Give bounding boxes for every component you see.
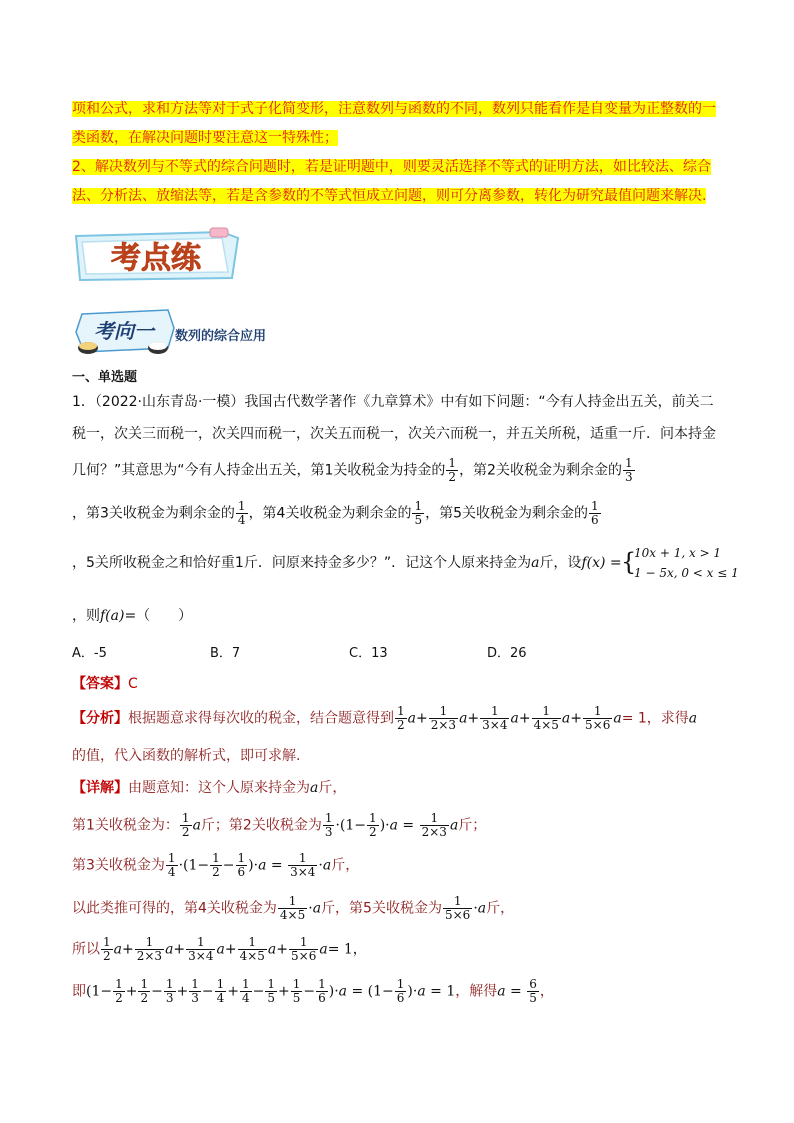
answer-value: C	[128, 676, 138, 692]
d5-text-c: ，	[539, 983, 554, 1000]
d5-text-a: 即	[72, 983, 86, 1000]
detail-tag: 【详解】	[72, 780, 128, 796]
question-line-2: 税一，次关三而税一，次关四而税一，次关五而税一，次关六而税一，并五关所税，适重一斤．问本持金	[72, 426, 716, 442]
detail-line-1: 第1关收税金为： $\frac{1}{2}$ a斤；第2关收税金为 $\frac{1}{3}$ ·(1− $\frac{1}{2}$ )·a = $\frac{1}{2\times 3}$ a斤；	[72, 811, 487, 839]
question-line-1: 1．（2022·山东青岛·一模）我国古代数学著作《九章算术》中有如下问题：“今有人持金出五关，前关二	[72, 394, 714, 410]
fraction-1-6: $\frac{1}{6}$	[591, 499, 599, 527]
d2-text-a: 第3关收税金为	[72, 857, 165, 874]
d3-text-c: 斤，	[486, 900, 515, 917]
d2-frac-1-3x4: $\frac{1}{3\times 4}$	[290, 851, 316, 879]
q6-text-b: =（ ）	[124, 608, 193, 624]
analysis-line-1: 【分析】根据题意求得每次收的税金，结合题意得到 $\frac{1}{2}$ a+ $\frac{1}{2\times 3}$ a+ $\frac{1}{3\times 4}$ a+ $\frac{1}{4\times 5}$ a+ $\frac{1}{5\times 6}$ a= 1，求得a	[72, 704, 698, 732]
d5-frac-6-5: $\frac{6}{5}$	[529, 977, 537, 1005]
d5-frac-1-6b: $\frac{1}{6}$	[396, 977, 405, 1005]
d5-frac-1-2b: $\frac{1}{2}$	[140, 977, 149, 1005]
detail-var-a: a	[310, 780, 319, 796]
answer-tag: 【答案】	[72, 676, 128, 692]
piecewise-cases	[634, 543, 739, 583]
analysis-text-2: = 1，求得	[621, 710, 689, 727]
detail-line-5: 即(1− $\frac{1}{2}$ + $\frac{1}{2}$ − $\frac{1}{3}$ + $\frac{1}{3}$ − $\frac{1}{4}$ + $\frac{1}{4}$ − $\frac{1}{5}$ + $\frac{1}{5}$ − $\frac{1}{6}$ )·a = (1− $\frac{1}{6}$ )·a = 1，解得a = $\frac{6}{5}$ ，	[72, 977, 554, 1005]
question-line-5: ，5关所收税金之和恰好重1斤．问原来持金多少？”．记这个人原来持金为a斤，设f(x) =	[72, 555, 622, 571]
d5-frac-1-2: $\frac{1}{2}$	[115, 977, 123, 1005]
question-line-6	[72, 606, 192, 626]
fa-label: f(a)	[100, 608, 125, 624]
d1-text-c: 斤；	[458, 817, 487, 834]
d4-frac-1-2: $\frac{1}{2}$	[103, 935, 111, 963]
section-heading: 一、单选题	[72, 370, 138, 385]
d5-frac-1-5: $\frac{1}{5}$	[267, 977, 275, 1005]
intro-paragraph	[72, 95, 722, 211]
d1-frac-1-2: $\frac{1}{2}$	[181, 811, 190, 839]
frac-1-4x5: $\frac{1}{4\times 5}$	[533, 704, 559, 732]
d2-frac-1-2: $\frac{1}{2}$	[212, 851, 220, 879]
d5-frac-1-4b: $\frac{1}{4}$	[241, 977, 250, 1005]
detail-unit: 斤，	[318, 780, 347, 796]
d5-frac-1-3: $\frac{1}{3}$	[165, 977, 174, 1005]
frac-1-3x4: $\frac{1}{3\times 4}$	[482, 704, 508, 732]
piecewise-brace: {	[621, 548, 637, 576]
topic-badge	[72, 308, 182, 358]
analysis-tag: 【分析】	[72, 710, 128, 727]
fx-label: f(x)	[581, 555, 606, 571]
q4-text-c: ，第5关收税金为剩余金的	[425, 505, 589, 522]
frac-1-5x6: $\frac{1}{5\times 6}$	[585, 704, 611, 732]
d4-text-a: 所以	[72, 941, 100, 958]
q6-text-a: ，则	[72, 608, 100, 624]
d3-text-a: 以此类推可得的，第4关收税金为	[72, 900, 277, 917]
intro-line-4: 法、分析法、放缩法等，若是含参数的不等式恒成立问题，则可分离参数，转化为研究最值问题来解决.	[72, 188, 707, 204]
kaodianlian-banner	[72, 226, 242, 284]
d2-text-b: 斤，	[331, 857, 360, 874]
intro-line-3: 2、解决数列与不等式的综合问题时，若是证明题中，则要灵活选择不等式的证明方法，如比较法、综合	[72, 159, 711, 175]
analysis-var-a: a	[688, 710, 698, 727]
detail-line-3: 以此类推可得的，第4关收税金为 $\frac{1}{4\times 5}$ ·a斤，第5关收税金为 $\frac{1}{5\times 6}$ ·a斤，	[72, 894, 515, 922]
option-c: C．13	[349, 646, 388, 661]
banner-title: 考点练	[111, 241, 201, 276]
d5-frac-1-4: $\frac{1}{4}$	[216, 977, 225, 1005]
var-a: a	[531, 555, 540, 571]
d3-frac-1-5x6: $\frac{1}{5\times 6}$	[444, 894, 471, 922]
frac-1-2: $\frac{1}{2}$	[397, 704, 405, 732]
detail-line-4: 所以 $\frac{1}{2}$ a+ $\frac{1}{2\times 3}$ a+ $\frac{1}{3\times 4}$ a+ $\frac{1}{4\times 5}$ a+ $\frac{1}{5\times 6}$ a= 1，	[72, 935, 367, 963]
d2-frac-1-6: $\frac{1}{6}$	[237, 851, 246, 879]
q4-text-a: ，第3关收税金为剩余金的	[72, 505, 235, 522]
d2-frac-1-4: $\frac{1}{4}$	[167, 851, 176, 879]
d4-frac-1-5x6: $\frac{1}{5\times 6}$	[291, 935, 317, 963]
fraction-1-3: $\frac{1}{3}$	[624, 456, 633, 484]
q3-text-b: ，第2关收税金为剩余金的	[459, 462, 622, 479]
detail-line-2: 第3关收税金为 $\frac{1}{4}$ ·(1− $\frac{1}{2}$ − $\frac{1}{6}$ )·a = $\frac{1}{3\times 4}$ ·a斤，	[72, 851, 360, 879]
d5-frac-1-6: $\frac{1}{6}$	[318, 977, 326, 1005]
intro-line-2: 类函数，在解决问题时要注意这一特殊性；	[72, 130, 338, 146]
d1-frac-1-2b: $\frac{1}{2}$	[369, 811, 377, 839]
piecewise-case-2: 1 − 5x, 0 < x ≤ 1	[634, 566, 739, 580]
frac-1-2x3: $\frac{1}{2\times 3}$	[430, 704, 457, 732]
d4-frac-1-3x4: $\frac{1}{3\times 4}$	[188, 935, 214, 963]
d5-frac-1-5b: $\frac{1}{5}$	[292, 977, 301, 1005]
q3-text-a: 几何？”其意思为“今有人持金出五关，第1关收税金为持金的	[72, 462, 446, 479]
d5-frac-1-3b: $\frac{1}{3}$	[191, 977, 199, 1005]
d1-frac-1-3: $\frac{1}{3}$	[324, 811, 333, 839]
d4-frac-1-4x5: $\frac{1}{4\times 5}$	[239, 935, 265, 963]
d3-frac-1-4x5: $\frac{1}{4\times 5}$	[279, 894, 306, 922]
d4-text-b: = 1，	[327, 941, 367, 958]
piecewise-case-1: 10x + 1, x > 1	[634, 546, 722, 560]
fraction-1-4: $\frac{1}{4}$	[237, 499, 246, 527]
analysis-text-1: 根据题意求得每次收的税金，结合题意得到	[128, 710, 394, 727]
banner-graphic	[72, 226, 242, 284]
answer-line	[72, 674, 138, 694]
topic-title: 数列的综合应用	[175, 329, 267, 344]
topic-tag: 考向一	[94, 319, 154, 343]
fraction-1-2: $\frac{1}{2}$	[448, 456, 457, 484]
question-line-3	[72, 457, 636, 484]
detail-intro: 由题意知：这个人原来持金为	[128, 780, 310, 796]
q5-text-b: 斤，设	[539, 555, 582, 571]
d1-text-b: 斤；第2关收税金为	[200, 817, 322, 834]
q5-text-a: ，5关所收税金之和恰好重1斤．问原来持金多少？”．记这个人原来持金为	[72, 555, 532, 571]
d1-text-a: 第1关收税金为：	[72, 817, 179, 834]
d1-frac-1-2x3: $\frac{1}{2\times 3}$	[421, 811, 447, 839]
intro-line-1: 项和公式，求和方法等对于式子化简变形，注意数列与函数的不同，数列只能看作是自变量为正整数的一	[72, 101, 716, 117]
d5-text-b: ，解得	[455, 983, 498, 1000]
question-line-4	[72, 500, 602, 527]
d3-text-b: 斤，第5关收税金为	[321, 900, 442, 917]
fraction-1-5: $\frac{1}{5}$	[414, 499, 423, 527]
detail-line-0	[72, 778, 346, 798]
option-a: A．-5	[72, 646, 107, 661]
option-d: D．26	[487, 646, 527, 661]
topic-header	[72, 308, 292, 358]
option-b: B．7	[210, 646, 241, 661]
q4-text-b: ，第4关收税金为剩余金的	[248, 505, 412, 522]
analysis-line-2: 的值，代入函数的解析式，即可求解.	[72, 748, 301, 764]
d4-frac-1-2x3: $\frac{1}{2\times 3}$	[136, 935, 163, 963]
